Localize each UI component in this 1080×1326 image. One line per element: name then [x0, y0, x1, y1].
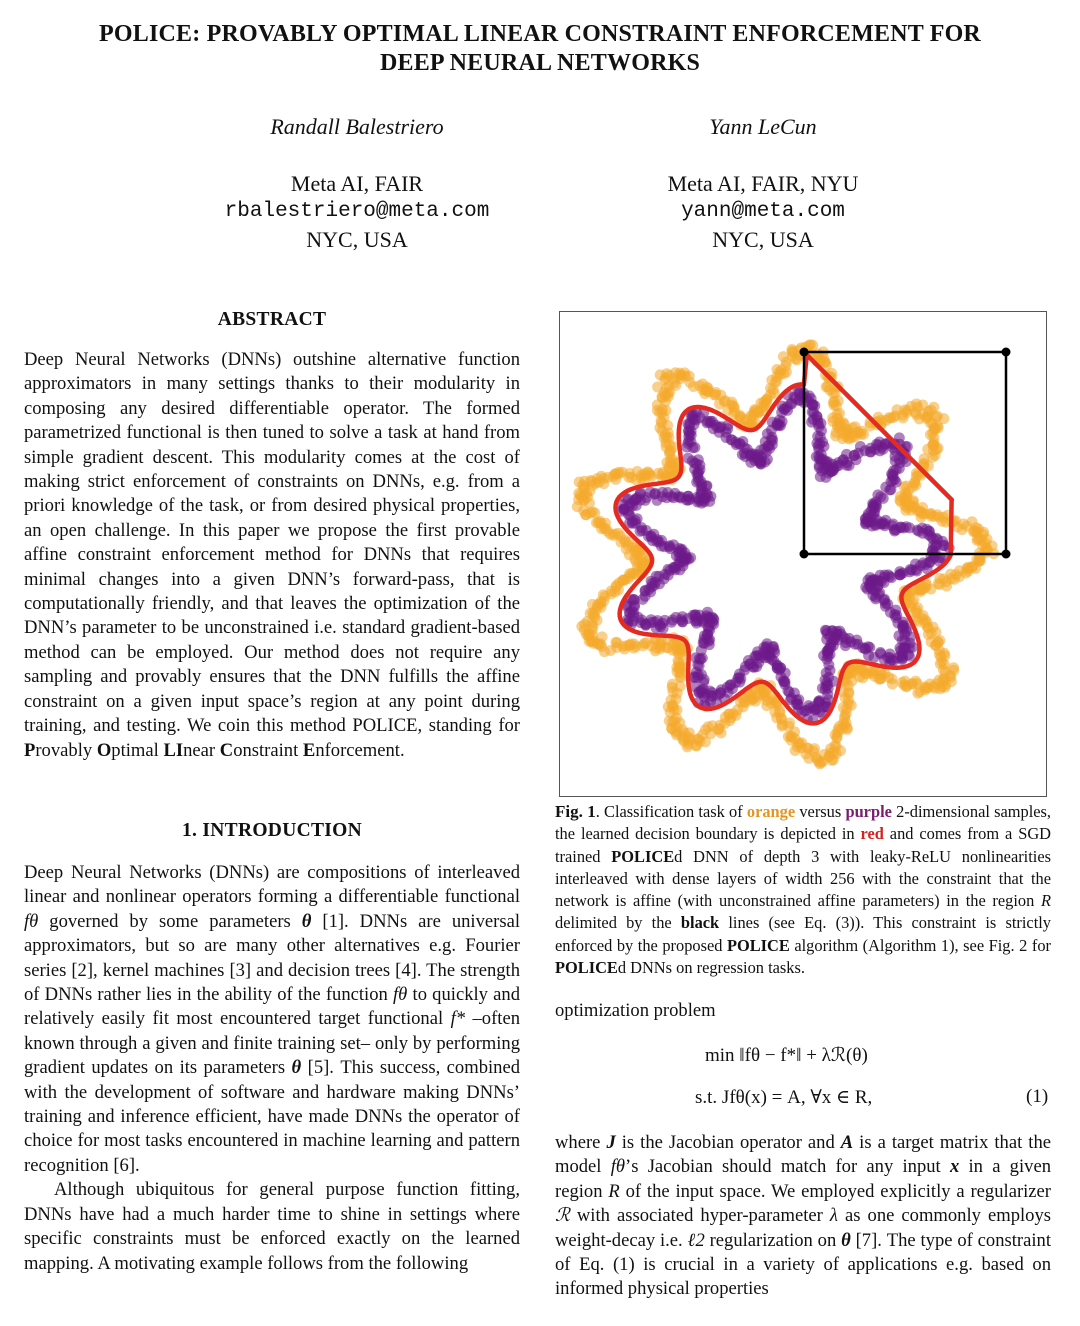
orange-sample-point — [887, 679, 898, 690]
purple-sample-point — [820, 625, 831, 636]
optimization-lead: optimization problem — [555, 1000, 716, 1021]
abstract-text: Deep Neural Networks (DNNs) outshine alternative function approximators in many settings thanks to their modularity in composing any desired differentiable operator. The formed parametrized functional is then tuned to solve a task at hand from simple gradient descent. This modularity comes at the cost of making strict enforcement of constraints on DNNs, e.g. from a priori knowledge of the task, or from desired physical properties, an open challenge. In this paper we propose the first provable affine constraint enforcement method for DNNs that requires minimal changes into a given DNN’s forward-pass, that is computationally friendly, and that leaves the optimization of the DNN’s parameter to be unconstrained i.e. standard gradient-based method can be employed. Our method does not require any sampling and provably ensures that the DNN fulfills the affine constraint on a given input space’s region at any point during training, and testing. We coin this method POLICE, standing for — [24, 349, 520, 737]
acronym-e: Enforcement. — [302, 739, 405, 761]
orange-sample-point — [611, 642, 622, 653]
purple-sample-point — [818, 650, 829, 661]
author-2-location: NYC, USA — [712, 227, 814, 252]
author-1-block — [157, 170, 557, 254]
author-1-name: Randall Balestriero — [270, 114, 444, 139]
author-2-affiliation: Meta AI, FAIR, NYU — [667, 171, 859, 196]
purple-sample-point — [693, 454, 704, 465]
figure-label: Fig. 1 — [555, 802, 596, 821]
title-line-2: DEEP NEURAL NETWORKS — [379, 50, 701, 76]
orange-sample-point — [643, 467, 654, 478]
orange-sample-point — [840, 693, 851, 704]
orange-sample-point — [783, 731, 794, 742]
intro-paragraph-1: Deep Neural Networks (DNNs) are compositions of interleaved linear and nonlinear operators forming a differentiable functional fθ governed by some parameters θ [1]. DNNs are universal approximators, but so are many other alternatives e.g. Fourier series [2], kernel machines [3] and decision trees [4]. The strength of DNNs rather lies in the ability of the function fθ to quickly and relatively easily fit most encountered target functional f* –often known through a given and finite training set– only by performing gradient updates on its parameters θ [5]. This success, combined with the development of software and hardware making DNNs’ training and inference efficient, have made DNNs the operator of choice for most tasks encountered in machine learning and pattern recognition [6]. — [24, 862, 521, 1176]
author-2-email[interactable]: yann@meta.com — [681, 200, 845, 223]
caption-purple: purple — [845, 802, 892, 821]
paper-title — [40, 20, 1040, 78]
title-line-1: POLICE: PROVABLY OPTIMAL LINEAR CONSTRAINT ENFORCEMENT FOR — [99, 21, 981, 47]
author-1-affiliation: Meta AI, FAIR — [290, 171, 424, 196]
figure-1-caption: Fig. 1. Classification task of orange versus purple 2-dimensional samples, the learned decision boundary is depicted in red and comes from a SGD trained POLICEd DNN of depth 3 with leaky-ReLU nonlinearities interleaved with dense layers of width 256 with the constraint that the network is affine (with unconstrained affine parameters) in the region R delimited by the black lines (see Eq. (3)). This constraint is strictly enforced by the proposed POLICE algorithm (Algorithm 1), see Fig. 2 for POLICEd DNNs on regression tasks. — [555, 802, 1052, 978]
figure-1-frame — [559, 311, 1047, 797]
acronym-c: Constraint — [219, 739, 303, 761]
orange-sample-point — [781, 360, 792, 371]
intro-paragraph-2: Although ubiquitous for general purpose function fitting, DNNs have had a much harder time to shine in settings where specific constraints must be enforced exactly on the learned mapping. A motivating example follows from the following — [24, 1179, 520, 1274]
jacobian-paragraph: where J is the Jacobian operator and A is a target matrix that the model fθ’s Jacobian should match for any input x in a given region R of the input space. We employed explicitly a regularizer ℛ with associated hyper-parameter λ as one commonly employs weight-decay i.e. ℓ2 regularization on θ [7]. The type of constraint of Eq. (1) is crucial in a variety of applications e.g. based on informed physical properties — [555, 1132, 1051, 1300]
purple-sample-point — [911, 566, 922, 577]
equation-line-2: s.t. Jfθ(x) = A, ∀x ∈ R, — [695, 1087, 873, 1108]
region-vertex — [800, 348, 809, 357]
purple-sample-point — [860, 445, 871, 456]
purple-sample-point — [870, 593, 881, 604]
acronym-p: Provably — [24, 739, 97, 761]
orange-sample-point — [897, 677, 908, 688]
abstract-body — [24, 348, 520, 763]
region-vertex — [1002, 348, 1011, 357]
equation-line-1: min ‖fθ − f*‖ + λℛ(θ) — [705, 1045, 868, 1066]
author-1-location: NYC, USA — [306, 227, 408, 252]
author-2-block — [563, 170, 963, 254]
orange-sample-point — [667, 716, 678, 727]
introduction-heading: 1. INTRODUCTION — [181, 820, 363, 841]
caption-red: red — [860, 824, 884, 844]
abstract-heading: ABSTRACT — [217, 309, 327, 330]
orange-sample-point — [700, 724, 711, 735]
region-vertex — [800, 550, 809, 559]
acronym-o: Optimal — [96, 739, 164, 761]
author-1-email[interactable]: rbalestriero@meta.com — [224, 200, 490, 223]
acronym-li: LInear — [163, 739, 220, 761]
caption-orange: orange — [746, 802, 796, 821]
purple-sample-point — [820, 684, 831, 695]
purple-sample-point — [762, 454, 773, 465]
equation-number: (1) — [1026, 1086, 1049, 1107]
orange-sample-point — [912, 688, 923, 699]
purple-sample-point — [635, 489, 646, 500]
region-vertex — [1002, 550, 1011, 559]
caption-black: black — [680, 913, 720, 933]
author-2-name: Yann LeCun — [709, 114, 817, 139]
orange-sample-point — [957, 524, 968, 535]
figure-1-plot — [560, 312, 1046, 796]
purple-sample-point — [766, 432, 777, 443]
purple-sample-point — [668, 539, 679, 550]
purple-sample-point — [877, 519, 888, 530]
orange-sample-point — [790, 745, 801, 756]
orange-sample-point — [610, 529, 621, 540]
introduction-body — [24, 861, 520, 1276]
